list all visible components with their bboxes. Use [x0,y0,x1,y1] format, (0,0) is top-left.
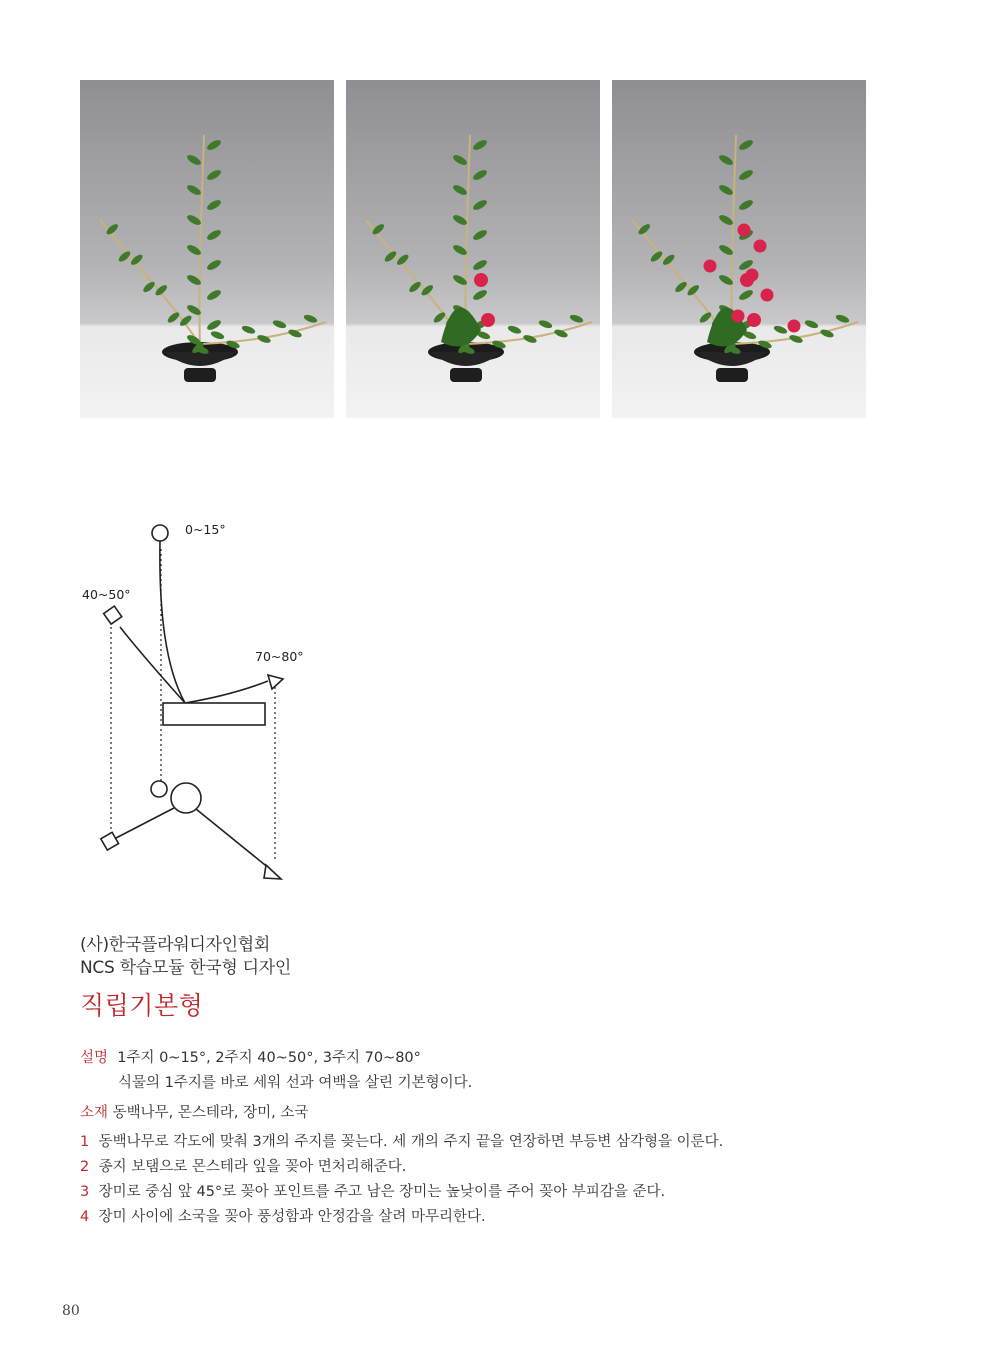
arrangement-photo-step-3 [612,80,866,418]
top-view-triangle [264,865,281,879]
step-number: 4 [80,1209,90,1225]
step-item [80,1180,665,1201]
materials-text: 동백나무, 몬스테라, 장미, 소국 [112,1105,309,1121]
materials-label: 소재 [80,1105,109,1121]
step-text: 장미 사이에 소국을 꽂아 풍성함과 안정감을 살려 마무리한다. [98,1209,486,1225]
step-item [80,1155,406,1176]
materials-line [80,1101,308,1122]
stem-1-marker [152,525,168,541]
organization-name: (사)한국플라워디자인협회 [80,935,271,955]
angle-diagram [80,515,340,895]
step-number: 2 [80,1159,90,1175]
step-text: 동백나무로 각도에 맞춰 3개의 주지를 꽂는다. 세 개의 주지 끝을 연장하면 부등변 삼각형을 이룬다. [98,1134,724,1150]
rose-icon [747,313,761,327]
stem-3-marker [268,675,283,689]
step-item [80,1130,723,1151]
step-text: 종지 보탬으로 몬스테라 잎을 꽂아 면처리해준다. [98,1159,407,1175]
rose-icon [732,310,745,323]
rose-icon [754,240,767,253]
step-number: 3 [80,1184,90,1200]
rose-icon [738,224,751,237]
step-text: 장미로 중심 앞 45°로 꽂아 포인트를 주고 남은 장미는 높낮이를 주어 꽂아 부피감을 준다. [98,1184,666,1200]
stem-3-line [185,681,268,703]
rose-icon [481,313,495,327]
arrangement-photo-step-2 [346,80,600,418]
rose-icon [474,273,488,287]
stem-2-marker [104,606,122,624]
container-box [163,703,265,725]
description-line-1 [80,1046,421,1067]
description-line-2: 식물의 1주지를 바로 세워 선과 여백을 살린 기본형이다. [118,1075,473,1091]
rose-icon [761,289,774,302]
angle-label-3: 70~80° [255,649,304,664]
arrangement-photo-step-1 [80,80,334,418]
angle-label-1: 0~15° [185,522,226,537]
top-view-small-circle [151,781,167,797]
stem-2-line [120,627,185,703]
rose-icon [704,260,717,273]
step-number: 1 [80,1134,90,1150]
style-title: 직립기본형 [80,991,204,1020]
page-number: 80 [62,1303,80,1319]
monstera-leaf-icon [441,308,481,347]
rose-icon [746,269,759,282]
description-angles: 1주지 0~15°, 2주지 40~50°, 3주지 70~80° [117,1050,421,1066]
top-view-square [101,832,119,850]
module-name: NCS 학습모듈 한국형 디자인 [80,958,292,978]
rose-icon [788,320,801,333]
description-label: 설명 [80,1050,109,1066]
step-item [80,1205,486,1226]
angle-label-2: 40~50° [82,587,131,602]
